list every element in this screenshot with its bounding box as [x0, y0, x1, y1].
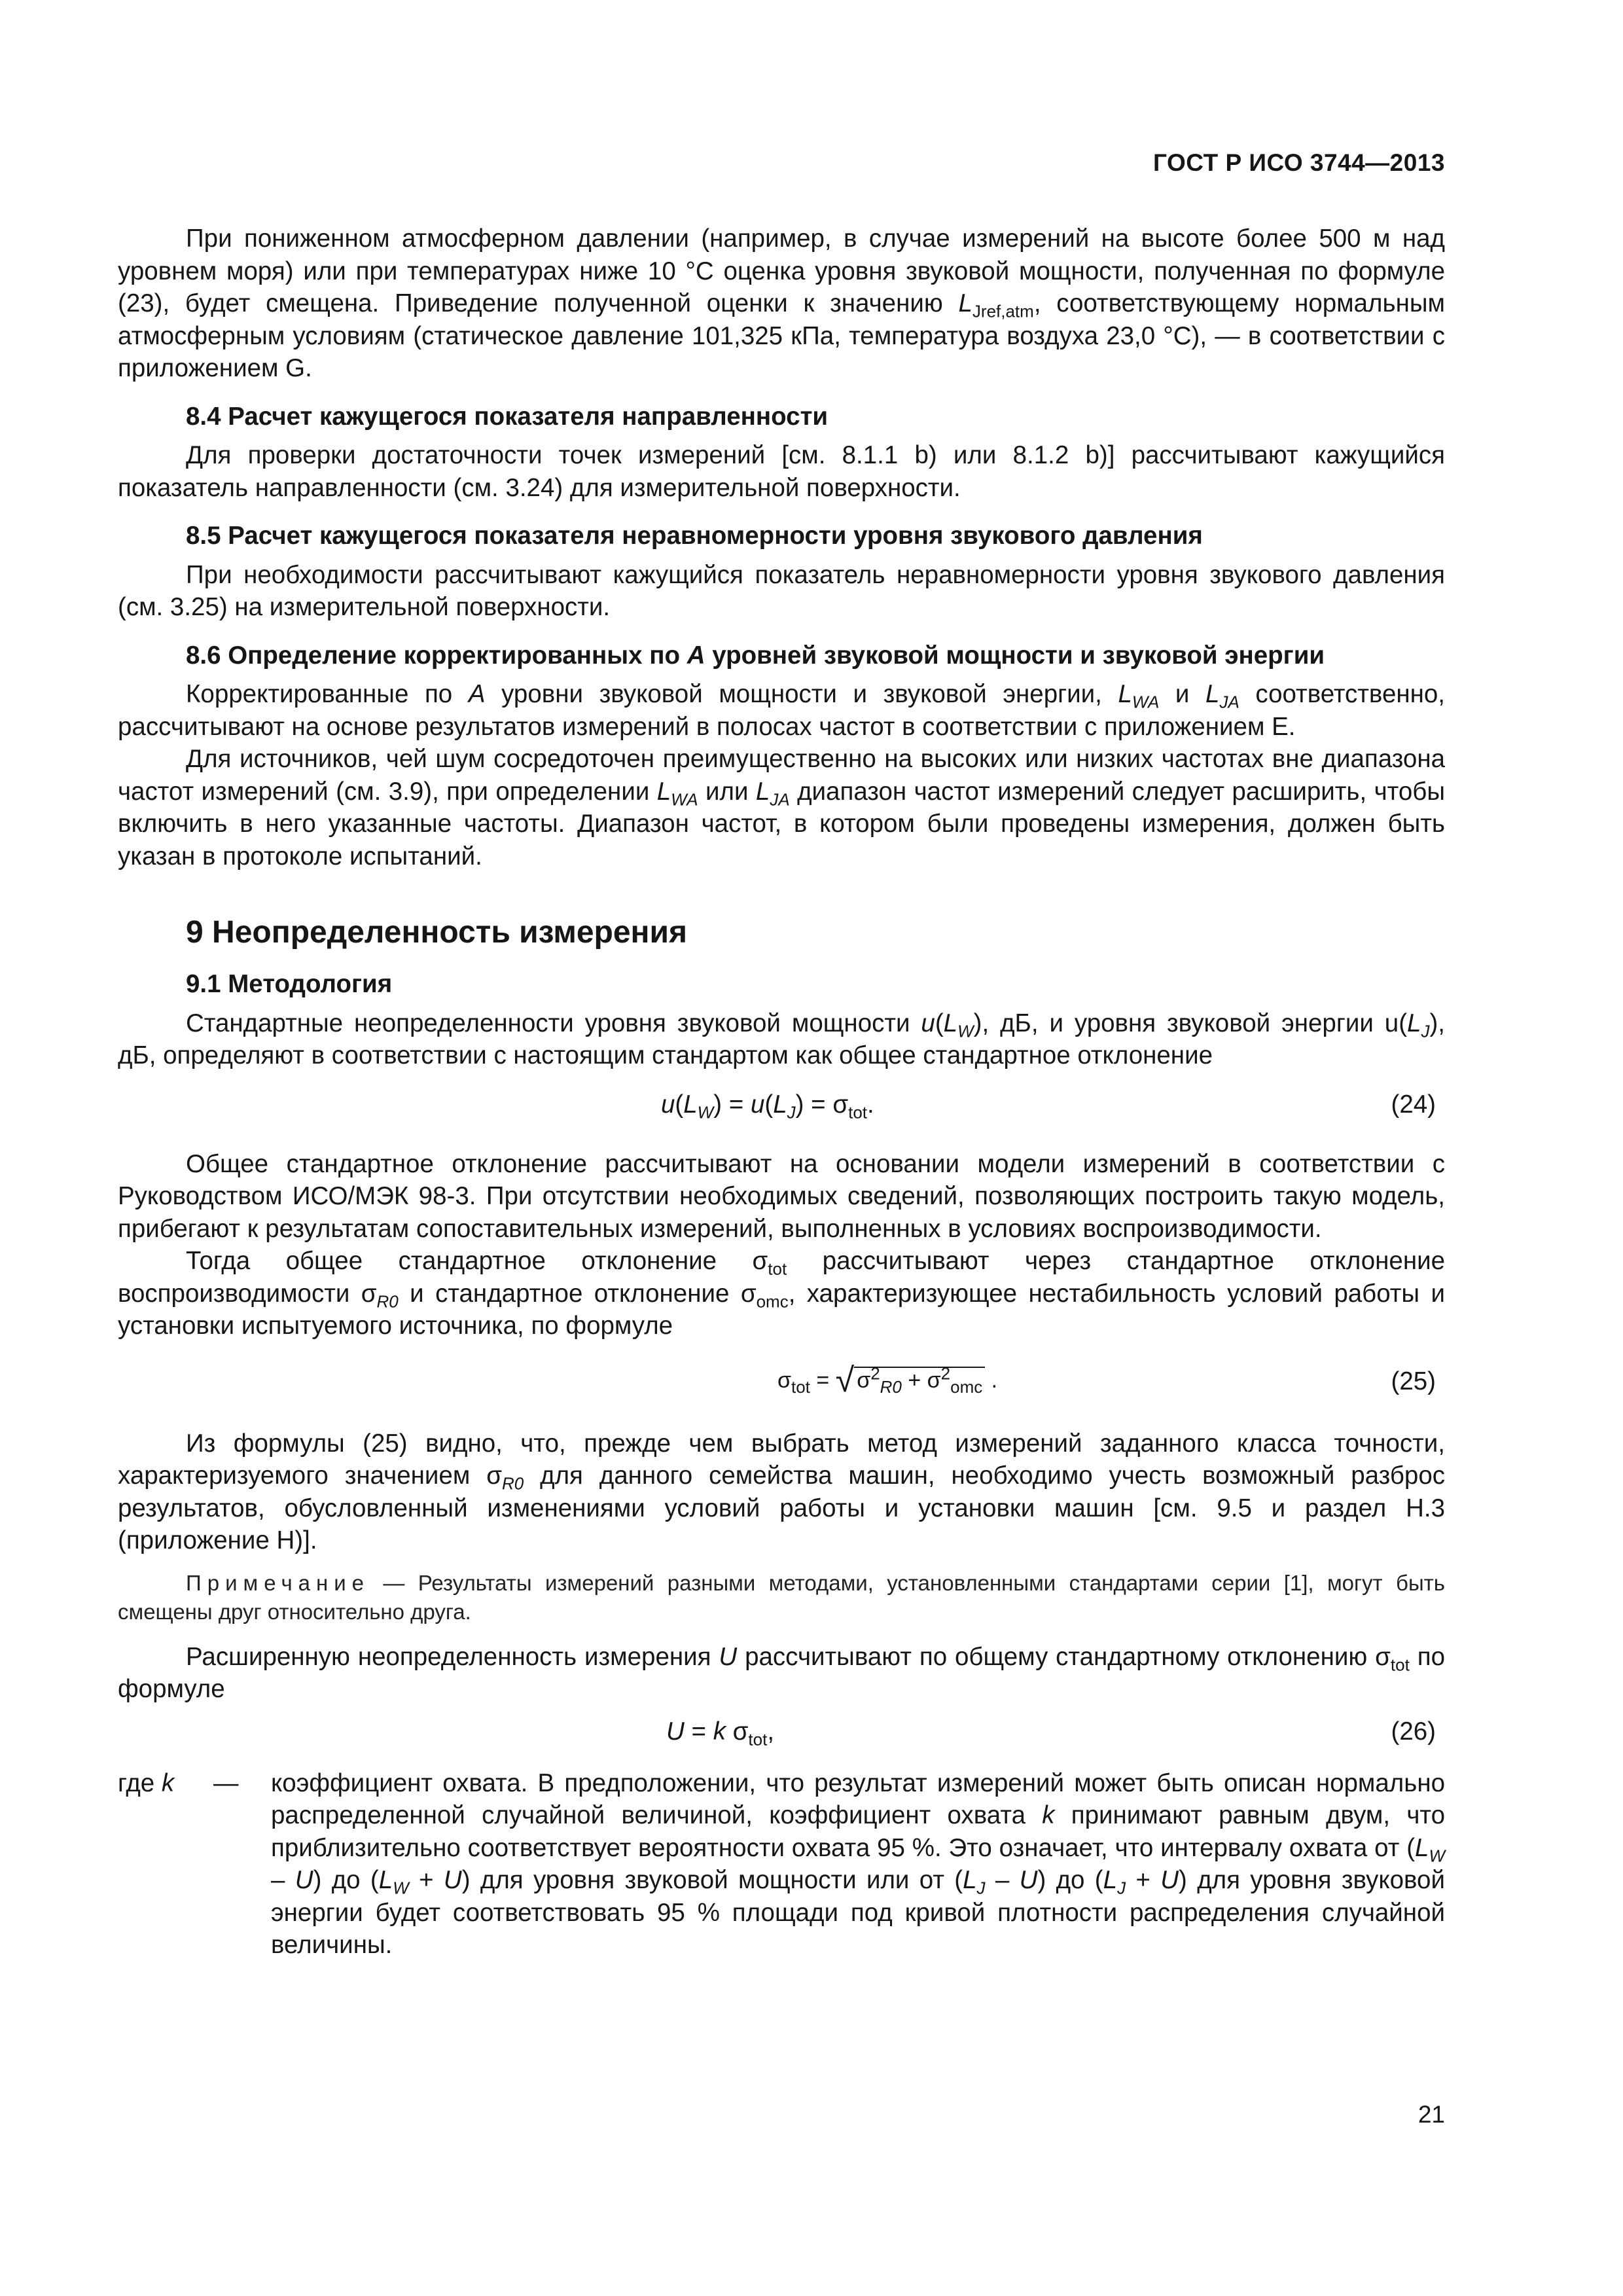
square-root-icon: √: [835, 1361, 855, 1399]
section-9-1-title: 9.1 Методология: [186, 970, 393, 998]
section-8-4-text: Для проверки достаточности точек измерений [см. 8.1.1 b) или 8.1.2 b)] рассчитывают кажущийся показатель направленности (см. 3.24) для измерительной поверхности.: [118, 441, 1445, 502]
section-8-6-text-2: Для источников, чей шум сосредоточен преимущественно на высоких или низких частотах вне диапазона частот измерений (см. 3.9), при определении $L_{WA}$ или $L_{JA}$ диапазон частот измерений следует расширить, чтобы включить в него указанные частоты. Диапазон частот, в котором были проведены измерения, должен быть указан в протоколе испытаний.: [118, 745, 1445, 870]
section-9-1-text-1: Стандартные неопределенности уровня звуковой мощности $u(L_W)$, дБ, и уровня звуковой энергии $u(L_J)$, дБ, определяют в соответствии с настоящим стандартом как общее стандартное отклонение: [118, 1009, 1445, 1069]
section-8-5-text: При необходимости рассчитывают кажущийся показатель неравномерности уровня звукового давления (см. 3.25) на измерительной поверхности.: [118, 560, 1445, 621]
note-text: — Результаты измерений разными методами, установленными стандартами серии [1], могут быть смещены друг относительно друга.: [118, 1570, 1445, 1624]
section-8-6-title: 8.6 Определение корректированных по A уровней звуковой мощности и звуковой энергии: [186, 641, 1325, 670]
formula-25: [118, 1358, 1445, 1407]
where-definition: [118, 1767, 1445, 1962]
formula-25-number: (25): [1391, 1367, 1436, 1395]
where-description: коэффициент охвата. В предположении, что результат измерений может быть описан нормально распределенной случайной величиной, коэффициент охвата k принимают равным двум, что приблизительно соответствует вероятности охвата 95 %. Это означает, что интервалу охвата от $(L_W - U)$ до $(L_W + U)$ для уровня звуковой мощности или от $(L_J - U)$ до $(L_J + U)$ для уровня звуковой энергии будет соответствовать 95 % площади под кривой плотности распределения случайной величины.: [271, 1768, 1445, 1959]
section-9-1-text-2: Общее стандартное отклонение рассчитывают на основании модели измерений в соответствии с Руководством ИСО/МЭК 98-3. При отсутствии необходимых сведений, позволяющих построить такую модель, прибегают к результатам сопоставительных измерений, выполненных в условиях воспроизводимости.: [118, 1149, 1445, 1243]
document-header: ГОСТ Р ИСО 3744—2013: [1153, 149, 1445, 176]
section-8-6-text-1: Корректированные по A уровни звуковой мощности и звуковой энергии, $L_{WA}$ и $L_{JA}$ соответственно, рассчитывают на основе результатов измерений в полосах частот в соответствии с приложением E.: [118, 680, 1445, 741]
where-label: где k: [118, 1768, 175, 1797]
formula-24-number: (24): [1391, 1090, 1436, 1119]
formula-26-number: (26): [1391, 1717, 1436, 1746]
note: [118, 1569, 1445, 1626]
intro-paragraph: При пониженном атмосферном давлении (например, в случае измерений на высоте более 500 м над уровнем моря) или при температурах ниже 10 °C оценка уровня звуковой мощности, полученная по формуле (23), будет смещена. Приведение полученной оценки к значению $L_{Jref,atm}$, соответствующему нормальным атмосферным условиям (статическое давление 101,325 кПа, температура воздуха 23,0 °C), — в соответствии с приложением G.: [118, 224, 1445, 382]
square-root-radicand: $\sigma^2_{R0} + \sigma^2_{omc}$: [854, 1367, 985, 1393]
section-8-4-title: 8.4 Расчет кажущегося показателя направленности: [186, 402, 829, 431]
formula-25-expression: $\sigma_{tot}$ = √ $\sigma^2_{R0} + \sigma^2_{omc}$ .: [777, 1361, 998, 1399]
formula-24-expression: $u(L_W) = u(L_J) = \sigma_{tot}$.: [661, 1090, 874, 1122]
section-9-1-text-4: Из формулы (25) видно, что, прежде чем выбрать метод измерений заданного класса точности, характеризуемого значением $\sigma_{R0}$ для данного семейства машин, необходимо учесть возможный разброс результатов, обусловленный изменениями условий работы и установки машин [см. 9.5 и раздел H.3 (приложение H)].: [118, 1429, 1445, 1554]
page-content: [118, 223, 1445, 1962]
section-9-1-text-5: Расширенную неопределенность измерения U рассчитывают по общему стандартному отклонению $\sigma_{tot}$ по формуле: [118, 1642, 1445, 1703]
where-dash: —: [213, 1768, 239, 1797]
formula-26: [118, 1715, 1445, 1754]
note-label: Примечание: [186, 1570, 370, 1595]
section-9-1-text-3: Тогда общее стандартное отклонение $\sigma_{tot}$ рассчитывают через стандартное отклонение воспроизводимости $\sigma_{R0}$ и стандартное отклонение $\sigma_{omc}$, характеризующее нестабильность условий работы и установки испытуемого источника, по формуле: [118, 1247, 1446, 1340]
formula-26-expression: U = k $\sigma_{tot}$,: [666, 1717, 775, 1749]
page-number: 21: [1418, 2101, 1445, 2128]
section-9-title: 9 Неопределенность измерения: [186, 915, 688, 950]
formula-24: [118, 1088, 1445, 1127]
section-8-5-title: 8.5 Расчет кажущегося показателя неравномерности уровня звукового давления: [186, 522, 1203, 550]
